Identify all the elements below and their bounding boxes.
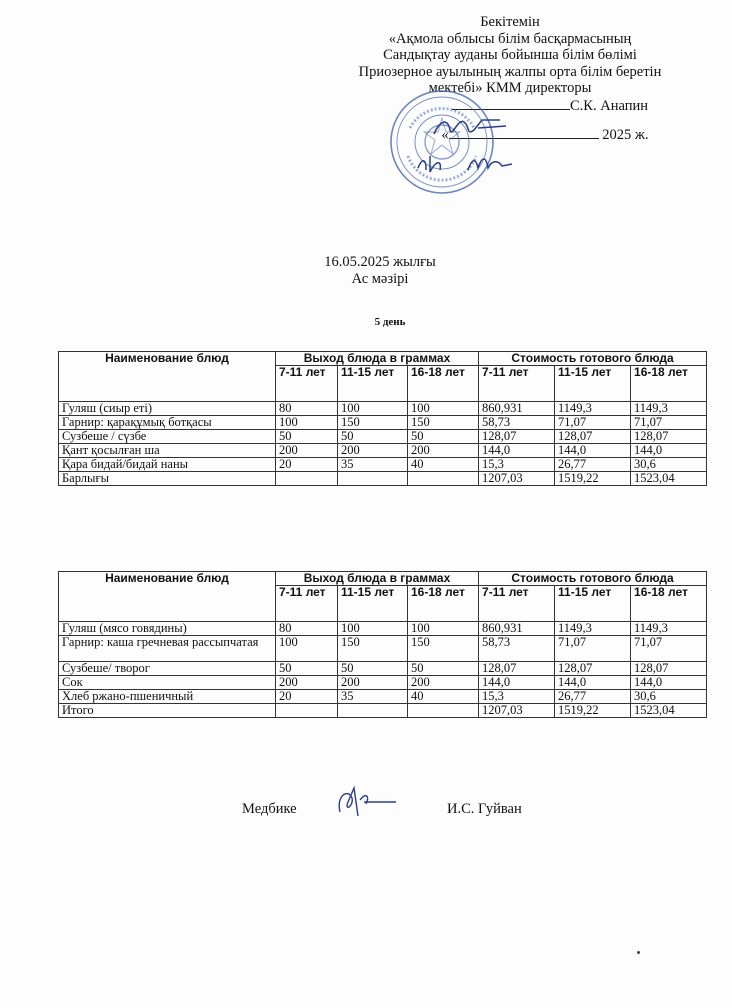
header-age: 7-11 лет [479, 366, 555, 402]
table-row [59, 472, 707, 486]
header-dish-name: Наименование блюд [59, 352, 276, 402]
dish-name-cell: Қант қосылған ша [59, 444, 276, 458]
nurse-signature [330, 782, 400, 822]
weight-cell: 20 [276, 690, 338, 704]
dish-name-cell: Гарнир: қарақұмық ботқасы [59, 416, 276, 430]
cost-cell: 144,0 [631, 676, 707, 690]
cost-cell: 30,6 [631, 690, 707, 704]
director-line [330, 97, 690, 115]
table-row [59, 430, 707, 444]
dish-name-cell: Сок [59, 676, 276, 690]
cost-cell: 860,931 [479, 402, 555, 416]
weight-cell: 150 [338, 416, 408, 430]
cost-cell: 15,3 [479, 690, 555, 704]
weight-cell: 100 [408, 622, 479, 636]
dish-name-cell: Хлеб ржано-пшеничный [59, 690, 276, 704]
cost-cell: 144,0 [555, 676, 631, 690]
nurse-name: И.С. Гуйван [447, 801, 522, 817]
table-row [59, 458, 707, 472]
weight-cell: 50 [338, 430, 408, 444]
header-age: 11-15 лет [555, 366, 631, 402]
approval-org-line3: Приозерное ауылының жалпы орта білім беретін [358, 63, 662, 80]
approval-org-line4: мектебі» КММ директоры [428, 80, 592, 96]
approval-heading: Бекітемін [480, 14, 540, 30]
weight-cell: 50 [338, 662, 408, 676]
handwritten-date [412, 150, 532, 176]
weight-cell: 200 [408, 444, 479, 458]
cost-cell: 1207,03 [479, 704, 555, 718]
cost-cell: 144,0 [479, 444, 555, 458]
weight-cell: 100 [408, 402, 479, 416]
table-row [59, 690, 707, 704]
cost-cell: 1149,3 [631, 402, 707, 416]
cost-cell: 144,0 [479, 676, 555, 690]
header-age: 11-15 лет [338, 586, 408, 622]
header-age: 11-15 лет [555, 586, 631, 622]
weight-cell: 100 [338, 622, 408, 636]
cost-cell: 128,07 [479, 430, 555, 444]
cost-cell: 26,77 [555, 458, 631, 472]
cost-cell: 71,07 [555, 416, 631, 430]
cost-cell: 860,931 [479, 622, 555, 636]
cost-cell: 128,07 [631, 430, 707, 444]
weight-cell: 40 [408, 458, 479, 472]
weight-cell: 50 [408, 662, 479, 676]
header-dish-name: Наименование блюд [59, 572, 276, 622]
approval-org-line1: «Ақмола облысы білім басқармасының [388, 30, 632, 47]
weight-cell: 35 [338, 690, 408, 704]
weight-cell: 150 [408, 636, 479, 662]
weight-cell: 200 [338, 444, 408, 458]
dish-name-cell: Қара бидай/бидай наны [59, 458, 276, 472]
cost-cell: 128,07 [631, 662, 707, 676]
weight-cell: 100 [276, 636, 338, 662]
scan-speck [637, 951, 640, 954]
weight-cell [408, 472, 479, 486]
cost-cell: 1207,03 [479, 472, 555, 486]
cost-cell: 58,73 [479, 416, 555, 430]
weight-cell [276, 472, 338, 486]
weight-cell: 200 [408, 676, 479, 690]
weight-cell: 200 [338, 676, 408, 690]
weight-cell [338, 472, 408, 486]
dish-name-cell: Барлығы [59, 472, 276, 486]
table-ru-body [59, 622, 707, 718]
header-weight: Выход блюда в граммах [276, 572, 479, 586]
cost-cell: 144,0 [631, 444, 707, 458]
cost-cell: 128,07 [555, 662, 631, 676]
table-row [59, 636, 707, 662]
weight-cell: 100 [276, 416, 338, 430]
cost-cell: 128,07 [555, 430, 631, 444]
dish-name-cell: Гуляш (сиыр еті) [59, 402, 276, 416]
header-age: 7-11 лет [276, 586, 338, 622]
table-row [59, 704, 707, 718]
cost-cell: 26,77 [555, 690, 631, 704]
weight-cell: 80 [276, 622, 338, 636]
weight-cell: 150 [408, 416, 479, 430]
cost-cell: 1519,22 [555, 704, 631, 718]
header-cost: Стоимость готового блюда [479, 352, 707, 366]
dish-name-cell: Итого [59, 704, 276, 718]
dish-name-cell: Сузбеше/ творог [59, 662, 276, 676]
table-row [59, 662, 707, 676]
header-age: 16-18 лет [631, 586, 707, 622]
weight-cell [338, 704, 408, 718]
cost-cell: 30,6 [631, 458, 707, 472]
director-signature [430, 112, 510, 142]
weight-cell: 200 [276, 444, 338, 458]
header-age: 11-15 лет [338, 366, 408, 402]
cost-cell: 71,07 [631, 416, 707, 430]
weight-cell: 200 [276, 676, 338, 690]
date-year: 2025 ж. [602, 127, 649, 143]
dish-name-cell: Гуляш (мясо говядины) [59, 622, 276, 636]
cost-cell: 58,73 [479, 636, 555, 662]
date-quote: « [441, 127, 449, 143]
cost-cell: 1523,04 [631, 472, 707, 486]
header-age: 16-18 лет [408, 366, 479, 402]
cost-cell: 1523,04 [631, 704, 707, 718]
cost-cell: 71,07 [555, 636, 631, 662]
table-row [59, 676, 707, 690]
weight-cell [276, 704, 338, 718]
header-age: 7-11 лет [479, 586, 555, 622]
table-row [59, 402, 707, 416]
menu-date: 16.05.2025 жылғы [324, 254, 436, 270]
weight-cell: 150 [338, 636, 408, 662]
cost-cell: 144,0 [555, 444, 631, 458]
cost-cell: 128,07 [479, 662, 555, 676]
day-label: 5 день [374, 316, 406, 328]
table-kz-body [59, 402, 707, 486]
menu-title: Ас мәзірі [351, 271, 409, 287]
weight-cell: 80 [276, 402, 338, 416]
nurse-role: Медбике [242, 801, 297, 817]
table-row [59, 444, 707, 458]
signature-line [452, 97, 570, 110]
approval-block [330, 14, 690, 144]
cost-cell: 1149,3 [555, 402, 631, 416]
header-age: 16-18 лет [631, 366, 707, 402]
menu-table-kz [58, 351, 707, 486]
weight-cell: 50 [276, 430, 338, 444]
header-weight: Выход блюда в граммах [276, 352, 479, 366]
header-age: 16-18 лет [408, 586, 479, 622]
dish-name-cell: Гарнир: каша гречневая рассыпчатая [59, 636, 276, 662]
weight-cell: 50 [408, 430, 479, 444]
dish-name-cell: Сузбеше / сүзбе [59, 430, 276, 444]
header-cost: Стоимость готового блюда [479, 572, 707, 586]
table-row [59, 622, 707, 636]
weight-cell: 35 [338, 458, 408, 472]
menu-table-ru [58, 571, 707, 718]
cost-cell: 15,3 [479, 458, 555, 472]
table-row [59, 416, 707, 430]
cost-cell: 1149,3 [631, 622, 707, 636]
weight-cell [408, 704, 479, 718]
document-title [300, 254, 460, 288]
weight-cell: 100 [338, 402, 408, 416]
approval-org-line2: Сандықтау ауданы бойынша білім бөлімі [383, 47, 637, 63]
cost-cell: 1149,3 [555, 622, 631, 636]
director-name: С.К. Анапин [570, 97, 648, 114]
cost-cell: 1519,22 [555, 472, 631, 486]
weight-cell: 20 [276, 458, 338, 472]
header-age: 7-11 лет [276, 366, 338, 402]
weight-cell: 50 [276, 662, 338, 676]
cost-cell: 71,07 [631, 636, 707, 662]
approval-date-line [330, 126, 690, 144]
weight-cell: 40 [408, 690, 479, 704]
